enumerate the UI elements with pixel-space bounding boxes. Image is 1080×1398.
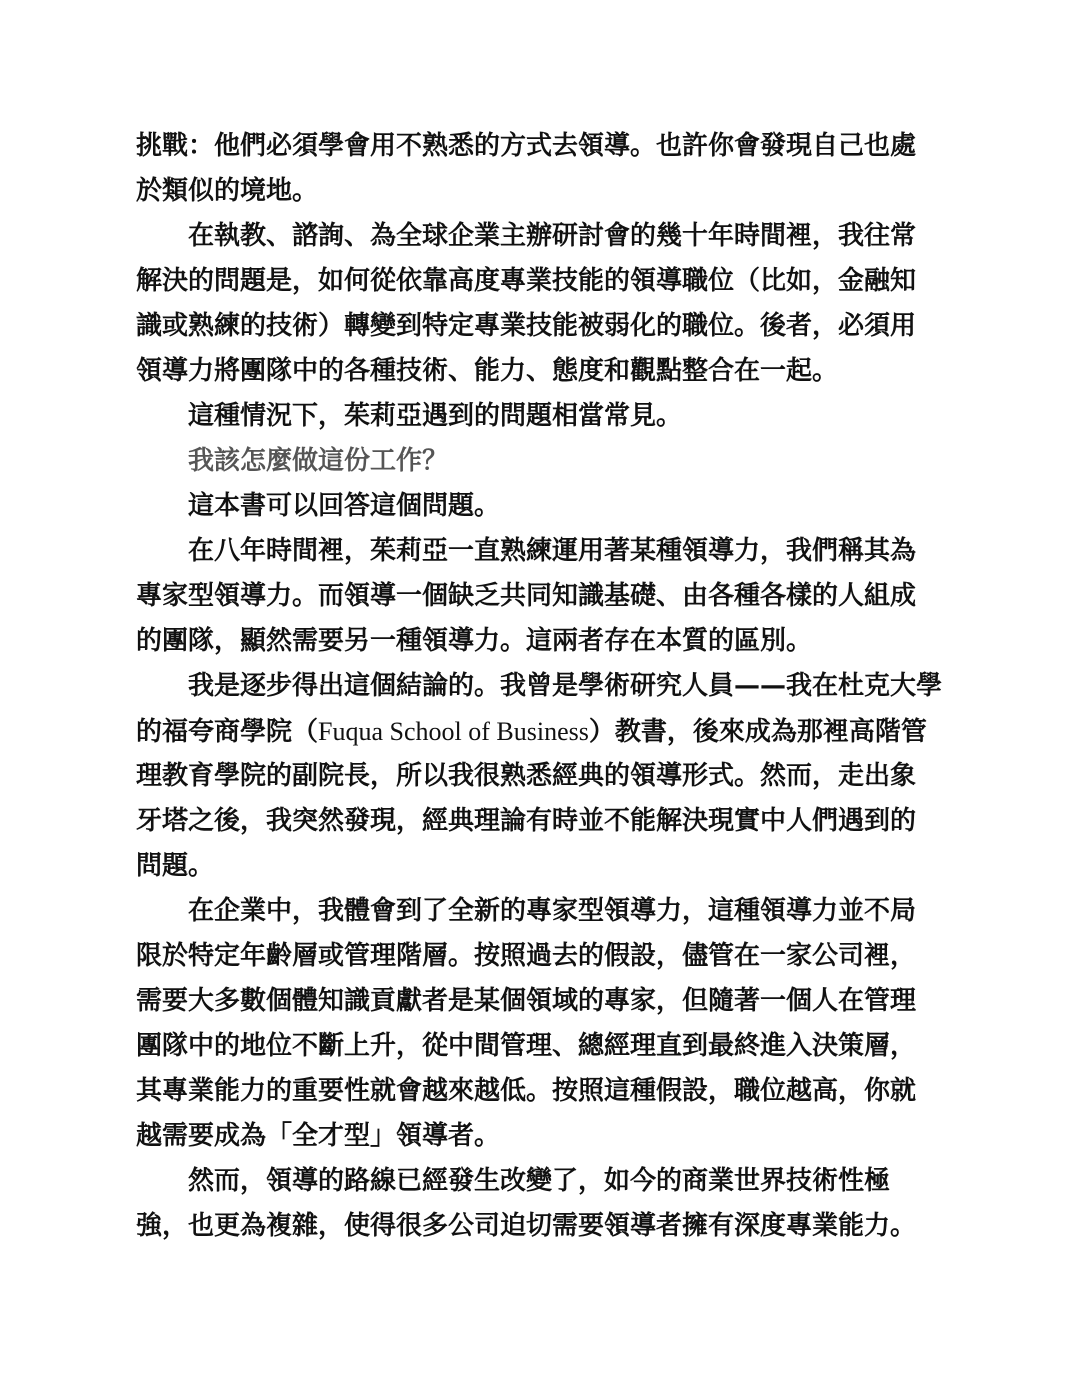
text-line: 需要大多數個體知識貢獻者是某個領域的專家，但隨著一個人在管理	[136, 986, 917, 1016]
text-segment: 的福夸商學院（	[136, 717, 319, 747]
text-line: 識或熟練的技術）轉變到特定專業技能被弱化的職位。後者，必須用	[136, 311, 917, 341]
section-subheading	[136, 439, 946, 484]
text-line: 我是逐步得出這個結論的。我曾是學術研究人員——我在杜克大學	[188, 671, 943, 701]
paragraph-6	[136, 529, 946, 664]
text-line: 這本書可以回答這個問題。	[188, 491, 501, 521]
paragraph-9	[136, 1159, 946, 1249]
text-line: 的團隊，顯然需要另一種領導力。這兩者存在本質的區別。	[136, 626, 813, 656]
text-line: 其專業能力的重要性就會越來越低。按照這種假設，職位越高，你就	[136, 1076, 917, 1106]
document-body	[136, 124, 946, 1249]
text-line: 團隊中的地位不斷上升，從中間管理、總經理直到最終進入決策層，	[136, 1031, 917, 1061]
paragraph-7	[136, 664, 946, 889]
text-line: 限於特定年齡層或管理階層。按照過去的假設，儘管在一家公司裡，	[136, 941, 917, 971]
text-line: 越需要成為「全才型」領導者。	[136, 1121, 501, 1151]
paragraph-2	[136, 214, 946, 394]
text-line: 解決的問題是，如何從依靠高度專業技能的領導職位（比如，金融知	[136, 266, 917, 296]
text-line: 在八年時間裡，茱莉亞一直熟練運用著某種領導力，我們稱其為	[188, 536, 917, 566]
text-line: 牙塔之後，我突然發現，經典理論有時並不能解決現實中人們遇到的	[136, 806, 917, 836]
text-line: 在企業中，我體會到了全新的專家型領導力，這種領導力並不局	[188, 896, 917, 926]
text-line: 挑戰：他們必須學會用不熟悉的方式去領導。也許你會發現自己也處	[136, 131, 917, 161]
text-line: 問題。	[136, 851, 215, 881]
school-name: Fuqua School of Business	[318, 717, 589, 746]
text-line: 領導力將團隊中的各種技術、能力、態度和觀點整合在一起。	[136, 356, 839, 386]
text-line: 於類似的境地。	[136, 176, 319, 206]
text-line: 在執教、諮詢、為全球企業主辦研討會的幾十年時間裡，我往常	[188, 221, 917, 251]
text-segment: ）教書，後來成為那裡高階管	[588, 717, 927, 747]
paragraph-5	[136, 484, 946, 529]
text-line: 理教育學院的副院長，所以我很熟悉經典的領導形式。然而，走出象	[136, 761, 917, 791]
paragraph-1	[136, 124, 946, 214]
text-line: 強，也更為複雜，使得很多公司迫切需要領導者擁有深度專業能力。	[136, 1211, 917, 1241]
paragraph-8	[136, 889, 946, 1159]
text-line: 專家型領導力。而領導一個缺乏共同知識基礎、由各種各樣的人組成	[136, 581, 917, 611]
text-line: 這種情況下，茱莉亞遇到的問題相當常見。	[188, 401, 683, 431]
subheading-text: 我該怎麼做這份工作？	[188, 446, 449, 476]
text-line	[136, 709, 946, 754]
text-line: 然而，領導的路線已經發生改變了，如今的商業世界技術性極	[188, 1166, 891, 1196]
paragraph-3	[136, 394, 946, 439]
